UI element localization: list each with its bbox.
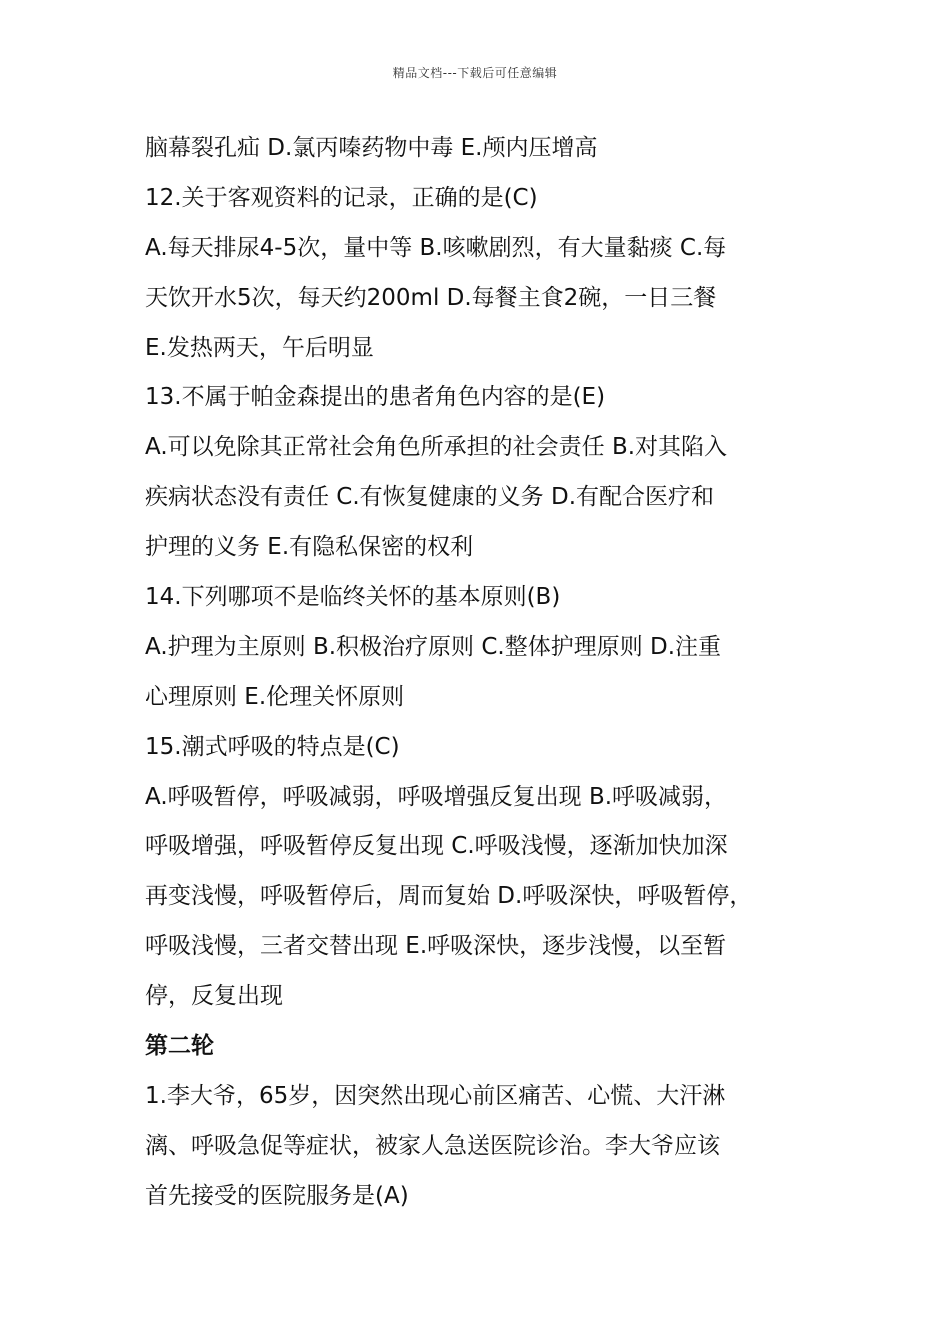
text-line: E.发热两天，午后明显 xyxy=(145,334,374,361)
page-header: 精品文档---下载后可任意编辑 xyxy=(392,66,558,80)
text-line: 1.李大爷，65岁，因突然出现心前区痛苦、心慌、大汗淋 xyxy=(145,1082,726,1109)
text-line: A.呼吸暂停，呼吸减弱，呼吸增强反复出现 B.呼吸减弱， xyxy=(145,783,728,810)
text-line: 疾病状态没有责任 C.有恢复健康的义务 D.有配合医疗和 xyxy=(145,484,715,511)
text-line: 呼吸浅慢，三者交替出现 E.呼吸深快，逐步浅慢，以至暂 xyxy=(145,933,727,960)
text-line: 脑幕裂孔疝 D.氯丙嗪药物中毒 E.颅内压增高 xyxy=(145,135,598,161)
document-body xyxy=(145,124,815,1222)
text-line: 14.下列哪项不是临终关怀的基本原则(B) xyxy=(145,584,561,611)
text-line: 护理的义务 E.有隐私保密的权利 xyxy=(145,534,474,561)
text-line: A.可以免除其正常社会角色所承担的社会责任 B.对其陷入 xyxy=(145,434,728,461)
text-line: 再变浅慢，呼吸暂停后，周而复始 D.呼吸深快，呼吸暂停， xyxy=(145,883,753,910)
text-line: 呼吸增强，呼吸暂停反复出现 C.呼吸浅慢，逐渐加快加深 xyxy=(145,833,728,860)
text-line: 首先接受的医院服务是(A) xyxy=(145,1182,409,1209)
text-line: 15.潮式呼吸的特点是(C) xyxy=(145,733,400,760)
section-heading: 第二轮 xyxy=(145,1033,214,1060)
text-line: 天饮开水5次，每天约200ml D.每餐主食2碗，一日三餐 xyxy=(145,284,717,311)
text-line: 漓、呼吸急促等症状，被家人急送医院诊治。李大爷应该 xyxy=(145,1132,720,1159)
text-line: A.每天排尿4-5次，量中等 B.咳嗽剧烈，有大量黏痰 C.每 xyxy=(145,234,727,261)
text-line: 12.关于客观资料的记录，正确的是(C) xyxy=(145,184,538,211)
text-line: 心理原则 E.伦理关怀原则 xyxy=(145,683,405,710)
text-line: 13.不属于帕金森提出的患者角色内容的是(E) xyxy=(145,384,606,411)
text-line: A.护理为主原则 B.积极治疗原则 C.整体护理原则 D.注重 xyxy=(145,633,722,660)
text-line: 停，反复出现 xyxy=(145,983,283,1010)
